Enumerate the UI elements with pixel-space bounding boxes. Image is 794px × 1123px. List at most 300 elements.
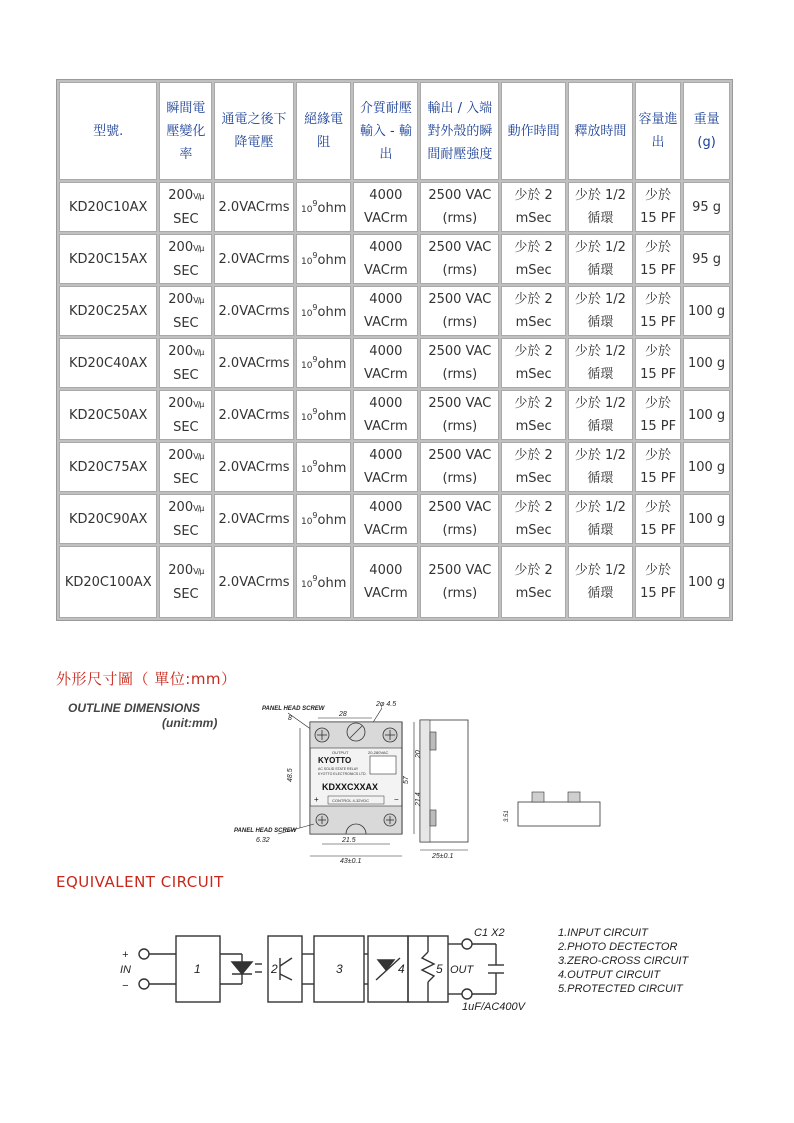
cell-model	[59, 442, 157, 492]
surge-value: 2500 VAC	[428, 292, 492, 307]
cell-weight	[683, 234, 730, 284]
outline-drawing	[56, 692, 616, 867]
operate-time-unit: mSec	[515, 523, 552, 538]
weight-text: 95 g	[692, 199, 722, 215]
operate-time-unit: mSec	[515, 471, 552, 486]
cell-weight	[683, 182, 730, 232]
release-time-value: 少於 1/2	[574, 448, 626, 463]
cell-insulation	[296, 286, 352, 336]
operate-time-value: 少於 2	[514, 188, 553, 203]
capacitance-prefix: 少於	[645, 344, 672, 359]
operate-time-unit: mSec	[515, 367, 552, 382]
table-row	[59, 442, 730, 492]
voltage-drop-text: 2.0VACrms	[218, 251, 290, 267]
surge-value: 2500 VAC	[428, 188, 492, 203]
block-5-label: 5	[436, 962, 443, 976]
dielectric-unit: VACrm	[364, 523, 408, 538]
surge-unit: (rms)	[442, 586, 478, 601]
cell-dvdt	[159, 234, 212, 284]
surge-unit: (rms)	[442, 419, 478, 434]
capacitance-prefix: 少於	[645, 396, 672, 411]
insulation-exp: 9	[312, 459, 318, 468]
term-plus: +	[314, 795, 319, 804]
cell-surge	[420, 338, 499, 388]
surge-unit: (rms)	[442, 367, 478, 382]
cell-voltage-drop	[214, 234, 294, 284]
table-row	[59, 286, 730, 336]
dvdt-value: 200	[168, 395, 194, 411]
operate-time-value: 少於 2	[514, 500, 553, 515]
control-label: CONTROL 4-32VDC	[332, 798, 369, 803]
header-operate-time: 動作時間	[501, 82, 565, 180]
weight-text: 100 g	[687, 355, 726, 371]
block-2-label: 2	[271, 962, 278, 976]
model-text: KD20C15AX	[68, 251, 148, 267]
cell-voltage-drop	[214, 338, 294, 388]
insulation-unit: ohm	[317, 253, 347, 268]
surge-unit: (rms)	[442, 471, 478, 486]
cell-capacitance	[635, 546, 681, 618]
dim-hole: 2φ 4.5	[376, 701, 397, 708]
cell-model	[59, 546, 157, 618]
cell-capacitance	[635, 390, 681, 440]
cell-surge	[420, 442, 499, 492]
dvdt-value: 200	[168, 447, 194, 463]
dielectric-value: 4000	[369, 563, 403, 578]
cell-dielectric	[353, 338, 418, 388]
model-text: KD20C10AX	[68, 199, 148, 215]
legend-item: 2.PHOTO DECTECTOR	[558, 941, 678, 953]
dvdt-value: 200	[168, 291, 194, 307]
surge-unit: (rms)	[442, 211, 478, 226]
cell-model	[59, 390, 157, 440]
insulation-exp: 9	[312, 574, 318, 583]
surge-unit: (rms)	[442, 523, 478, 538]
surge-value: 2500 VAC	[428, 240, 492, 255]
insulation-base: 10	[300, 257, 313, 267]
cell-voltage-drop	[214, 182, 294, 232]
in-plus-label: +	[122, 949, 129, 961]
insulation-base: 10	[300, 517, 313, 527]
table-row	[59, 390, 730, 440]
insulation-unit: ohm	[317, 576, 347, 591]
rating-label: 20-280VAC	[368, 750, 389, 755]
model-text: KD20C50AX	[68, 407, 148, 423]
insulation-exp: 9	[312, 407, 318, 416]
cell-insulation	[296, 494, 352, 544]
operate-time-value: 少於 2	[514, 396, 553, 411]
dielectric-unit: VACrm	[364, 471, 408, 486]
cell-capacitance	[635, 442, 681, 492]
led-icon	[232, 962, 252, 974]
weight-text: 100 g	[687, 574, 726, 590]
release-time-value: 少於 1/2	[574, 292, 626, 307]
cap-label: C1 X2	[474, 927, 505, 939]
dvdt-sec: SEC	[173, 367, 199, 383]
release-time-unit: 循環	[587, 586, 614, 601]
cell-dielectric	[353, 546, 418, 618]
dvdt-value: 200	[168, 343, 194, 359]
outline-unit: (unit:mm)	[162, 716, 218, 730]
dvdt-value: 200	[168, 187, 194, 203]
operate-time-unit: mSec	[515, 586, 552, 601]
dim-3-51: 3.51	[504, 810, 510, 822]
dvdt-unit: V/μ	[193, 295, 204, 305]
insulation-exp: 9	[312, 303, 318, 312]
voltage-drop-text: 2.0VACrms	[218, 355, 290, 371]
voltage-drop-text: 2.0VACrms	[218, 459, 290, 475]
cell-voltage-drop	[214, 494, 294, 544]
dielectric-unit: VACrm	[364, 315, 408, 330]
dielectric-value: 4000	[369, 188, 403, 203]
voltage-drop-text: 2.0VACrms	[218, 407, 290, 423]
cell-surge	[420, 390, 499, 440]
cell-operate-time	[501, 442, 565, 492]
dvdt-sec: SEC	[173, 523, 199, 539]
cell-release-time	[568, 338, 633, 388]
capacitance-prefix: 少於	[645, 448, 672, 463]
cell-capacitance	[635, 234, 681, 284]
release-time-value: 少於 1/2	[574, 240, 626, 255]
side-view-baseplate	[420, 720, 430, 842]
header-dielectric: 介質耐壓輸入 - 輸出	[353, 82, 418, 180]
dvdt-sec: SEC	[173, 315, 199, 331]
dielectric-unit: VACrm	[364, 367, 408, 382]
table-body	[59, 182, 730, 618]
cell-capacitance	[635, 338, 681, 388]
release-time-unit: 循環	[587, 263, 614, 278]
dielectric-value: 4000	[369, 240, 403, 255]
insulation-unit: ohm	[317, 201, 347, 216]
capacitance-value: 15 PF	[640, 419, 677, 434]
relay-line-2: KYOTTO ELECTRONICS LTD.	[318, 772, 367, 776]
output-label: OUTPUT	[332, 750, 349, 755]
operate-time-unit: mSec	[515, 315, 552, 330]
dim-6-32: 6.32	[256, 837, 270, 844]
legend-item: 4.OUTPUT CIRCUIT	[558, 969, 661, 981]
dim-57: 57	[403, 776, 410, 784]
capacitance-value: 15 PF	[640, 523, 677, 538]
table-row	[59, 546, 730, 618]
cell-dvdt	[159, 286, 212, 336]
operate-time-unit: mSec	[515, 211, 552, 226]
in-minus-label: −	[122, 980, 129, 992]
capacitance-prefix: 少於	[645, 500, 672, 515]
dvdt-value: 200	[168, 562, 194, 578]
dvdt-sec: SEC	[173, 471, 199, 487]
block-4-label: 4	[398, 962, 405, 976]
weight-text: 100 g	[687, 511, 726, 527]
dielectric-value: 4000	[369, 396, 403, 411]
insulation-base: 10	[300, 465, 313, 475]
model-text: KD20C40AX	[68, 355, 148, 371]
panel-head-screw-bottom-label: PANEL HEAD SCREW	[234, 828, 297, 834]
end-view	[518, 802, 600, 826]
capacitance-value: 15 PF	[640, 471, 677, 486]
dielectric-value: 4000	[369, 292, 403, 307]
weight-text: 100 g	[687, 303, 726, 319]
end-view-screw-icon	[568, 792, 580, 802]
cell-dielectric	[353, 234, 418, 284]
cell-insulation	[296, 182, 352, 232]
cell-weight	[683, 442, 730, 492]
dielectric-value: 4000	[369, 448, 403, 463]
release-time-unit: 循環	[587, 211, 614, 226]
resistor-icon	[422, 952, 434, 982]
surge-unit: (rms)	[442, 315, 478, 330]
cell-dielectric	[353, 390, 418, 440]
voltage-drop-text: 2.0VACrms	[218, 303, 290, 319]
cell-insulation	[296, 390, 352, 440]
capacitance-value: 15 PF	[640, 315, 677, 330]
voltage-drop-text: 2.0VACrms	[218, 511, 290, 527]
cell-dvdt	[159, 338, 212, 388]
brand-text: KYOTTO	[318, 756, 352, 765]
cell-release-time	[568, 234, 633, 284]
insulation-base: 10	[300, 580, 313, 590]
insulation-exp: 9	[312, 199, 318, 208]
dim-8: 8	[288, 715, 292, 722]
header-voltage-drop: 通電之後下降電壓	[214, 82, 294, 180]
table-row	[59, 338, 730, 388]
weight-text: 100 g	[687, 459, 726, 475]
relay-line-1: AC SOLID STATE RELAY	[318, 767, 359, 771]
cell-dvdt	[159, 546, 212, 618]
block-3-label: 3	[336, 962, 343, 976]
model-text: KD20C90AX	[68, 511, 148, 527]
cell-operate-time	[501, 338, 565, 388]
dvdt-value: 200	[168, 239, 194, 255]
header-weight: 重量(g)	[683, 82, 730, 180]
side-screw-icon	[430, 810, 436, 826]
end-view-screw-icon	[532, 792, 544, 802]
cell-weight	[683, 546, 730, 618]
outline-title: OUTLINE DIMENSIONS	[68, 701, 201, 715]
in-label: IN	[120, 964, 131, 976]
dvdt-sec: SEC	[173, 211, 199, 227]
cell-model	[59, 494, 157, 544]
dielectric-unit: VACrm	[364, 263, 408, 278]
insulation-base: 10	[300, 361, 313, 371]
cell-insulation	[296, 442, 352, 492]
operate-time-unit: mSec	[515, 419, 552, 434]
model-text: KD20C100AX	[64, 574, 152, 590]
surge-unit: (rms)	[442, 263, 478, 278]
capacitance-prefix: 少於	[645, 240, 672, 255]
dim-48-5: 48.5	[287, 768, 294, 782]
dielectric-unit: VACrm	[364, 586, 408, 601]
release-time-unit: 循環	[587, 419, 614, 434]
cell-operate-time	[501, 390, 565, 440]
insulation-base: 10	[300, 205, 313, 215]
capacitance-prefix: 少於	[645, 188, 672, 203]
header-capacitance: 容量進出	[635, 82, 681, 180]
dim-28: 28	[339, 711, 347, 718]
cell-capacitance	[635, 182, 681, 232]
cell-voltage-drop	[214, 286, 294, 336]
table-row	[59, 182, 730, 232]
cell-weight	[683, 286, 730, 336]
model-print: KDXXCXXAX	[322, 782, 379, 792]
cell-model	[59, 234, 157, 284]
insulation-exp: 9	[312, 355, 318, 364]
cell-release-time	[568, 390, 633, 440]
dvdt-sec: SEC	[173, 419, 199, 435]
dvdt-unit: V/μ	[193, 347, 204, 357]
cell-release-time	[568, 286, 633, 336]
cell-insulation	[296, 546, 352, 618]
cell-dvdt	[159, 390, 212, 440]
outline-heading: 外形尺寸圖（ 單位:mm）	[56, 670, 237, 688]
header-model: 型號.	[59, 82, 157, 180]
dvdt-unit: V/μ	[193, 191, 204, 201]
insulation-base: 10	[300, 309, 313, 319]
operate-time-value: 少於 2	[514, 563, 553, 578]
dielectric-value: 4000	[369, 500, 403, 515]
release-time-unit: 循環	[587, 471, 614, 486]
cell-weight	[683, 338, 730, 388]
dim-20: 20	[415, 750, 422, 758]
capacitance-value: 15 PF	[640, 586, 677, 601]
panel-head-screw-top-label: PANEL HEAD SCREW	[262, 706, 325, 712]
release-time-value: 少於 1/2	[574, 500, 626, 515]
model-text: KD20C75AX	[68, 459, 148, 475]
dielectric-unit: VACrm	[364, 419, 408, 434]
cell-surge	[420, 546, 499, 618]
cell-capacitance	[635, 494, 681, 544]
header-dvdt: 瞬間電壓變化率	[159, 82, 212, 180]
dvdt-unit: V/μ	[193, 451, 204, 461]
surge-value: 2500 VAC	[428, 396, 492, 411]
release-time-value: 少於 1/2	[574, 563, 626, 578]
dvdt-sec: SEC	[173, 263, 199, 279]
dielectric-value: 4000	[369, 344, 403, 359]
capacitance-prefix: 少於	[645, 563, 672, 578]
legend-item: 1.INPUT CIRCUIT	[558, 927, 648, 939]
operate-time-value: 少於 2	[514, 292, 553, 307]
dielectric-unit: VACrm	[364, 211, 408, 226]
insulation-unit: ohm	[317, 409, 347, 424]
cell-release-time	[568, 546, 633, 618]
cell-operate-time	[501, 234, 565, 284]
cell-dielectric	[353, 286, 418, 336]
weight-text: 95 g	[692, 251, 722, 267]
cell-dvdt	[159, 442, 212, 492]
block-1-label: 1	[194, 962, 201, 976]
input-terminal-plus	[139, 949, 149, 959]
cell-surge	[420, 182, 499, 232]
cell-operate-time	[501, 494, 565, 544]
output-terminal-bottom	[462, 989, 472, 999]
cell-dielectric	[353, 182, 418, 232]
cell-model	[59, 182, 157, 232]
legend-item: 3.ZERO-CROSS CIRCUIT	[558, 955, 689, 967]
cell-weight	[683, 390, 730, 440]
insulation-unit: ohm	[317, 461, 347, 476]
dim-25: 25±0.1	[432, 853, 454, 860]
cell-model	[59, 338, 157, 388]
insulation-unit: ohm	[317, 305, 347, 320]
input-terminal-minus	[139, 979, 149, 989]
release-time-value: 少於 1/2	[574, 344, 626, 359]
table-header-row	[59, 82, 730, 180]
cell-operate-time	[501, 182, 565, 232]
model-text: KD20C25AX	[68, 303, 148, 319]
term-minus: −	[394, 795, 399, 804]
circuit-heading: EQUIVALENT CIRCUIT	[56, 873, 224, 891]
surge-value: 2500 VAC	[428, 563, 492, 578]
insulation-base: 10	[300, 413, 313, 423]
cell-voltage-drop	[214, 390, 294, 440]
capacitance-value: 15 PF	[640, 263, 677, 278]
capacitance-prefix: 少於	[645, 292, 672, 307]
cell-insulation	[296, 234, 352, 284]
cell-surge	[420, 494, 499, 544]
insulation-exp: 9	[312, 511, 318, 520]
dvdt-unit: V/μ	[193, 566, 204, 576]
side-screw-icon	[430, 732, 436, 750]
surge-value: 2500 VAC	[428, 448, 492, 463]
release-time-unit: 循環	[587, 367, 614, 382]
surge-value: 2500 VAC	[428, 500, 492, 515]
cell-dielectric	[353, 494, 418, 544]
capacitance-value: 15 PF	[640, 367, 677, 382]
dim-43: 43±0.1	[340, 858, 362, 865]
cell-voltage-drop	[214, 546, 294, 618]
header-surge: 輸出 / 入端對外殼的瞬間耐壓強度	[420, 82, 499, 180]
header-release-time: 釋放時間	[568, 82, 633, 180]
cell-operate-time	[501, 546, 565, 618]
voltage-drop-text: 2.0VACrms	[218, 199, 290, 215]
cell-release-time	[568, 442, 633, 492]
release-time-value: 少於 1/2	[574, 396, 626, 411]
output-terminal-top	[462, 939, 472, 949]
dvdt-unit: V/μ	[193, 399, 204, 409]
cell-surge	[420, 286, 499, 336]
insulation-exp: 9	[312, 251, 318, 260]
cap-value: 1uF/AC400V	[462, 1001, 525, 1013]
cell-surge	[420, 234, 499, 284]
capacitance-value: 15 PF	[640, 211, 677, 226]
table-row	[59, 494, 730, 544]
cert-mark-icon	[370, 756, 396, 774]
operate-time-value: 少於 2	[514, 448, 553, 463]
dvdt-value: 200	[168, 499, 194, 515]
cell-capacitance	[635, 286, 681, 336]
dim-21-4: 21.4	[415, 792, 422, 806]
cell-insulation	[296, 338, 352, 388]
insulation-unit: ohm	[317, 513, 347, 528]
operate-time-value: 少於 2	[514, 240, 553, 255]
header-insulation: 絕緣電阻	[296, 82, 352, 180]
cell-weight	[683, 494, 730, 544]
equivalent-circuit-diagram	[110, 918, 710, 1018]
table-row	[59, 234, 730, 284]
dvdt-unit: V/μ	[193, 503, 204, 513]
cell-dvdt	[159, 182, 212, 232]
insulation-unit: ohm	[317, 357, 347, 372]
cell-voltage-drop	[214, 442, 294, 492]
cell-model	[59, 286, 157, 336]
legend-item: 5.PROTECTED CIRCUIT	[558, 983, 683, 995]
voltage-drop-text: 2.0VACrms	[218, 574, 290, 590]
dvdt-unit: V/μ	[193, 243, 204, 253]
weight-text: 100 g	[687, 407, 726, 423]
operate-time-value: 少於 2	[514, 344, 553, 359]
spec-table	[56, 79, 733, 621]
cell-dvdt	[159, 494, 212, 544]
dvdt-sec: SEC	[173, 586, 199, 602]
